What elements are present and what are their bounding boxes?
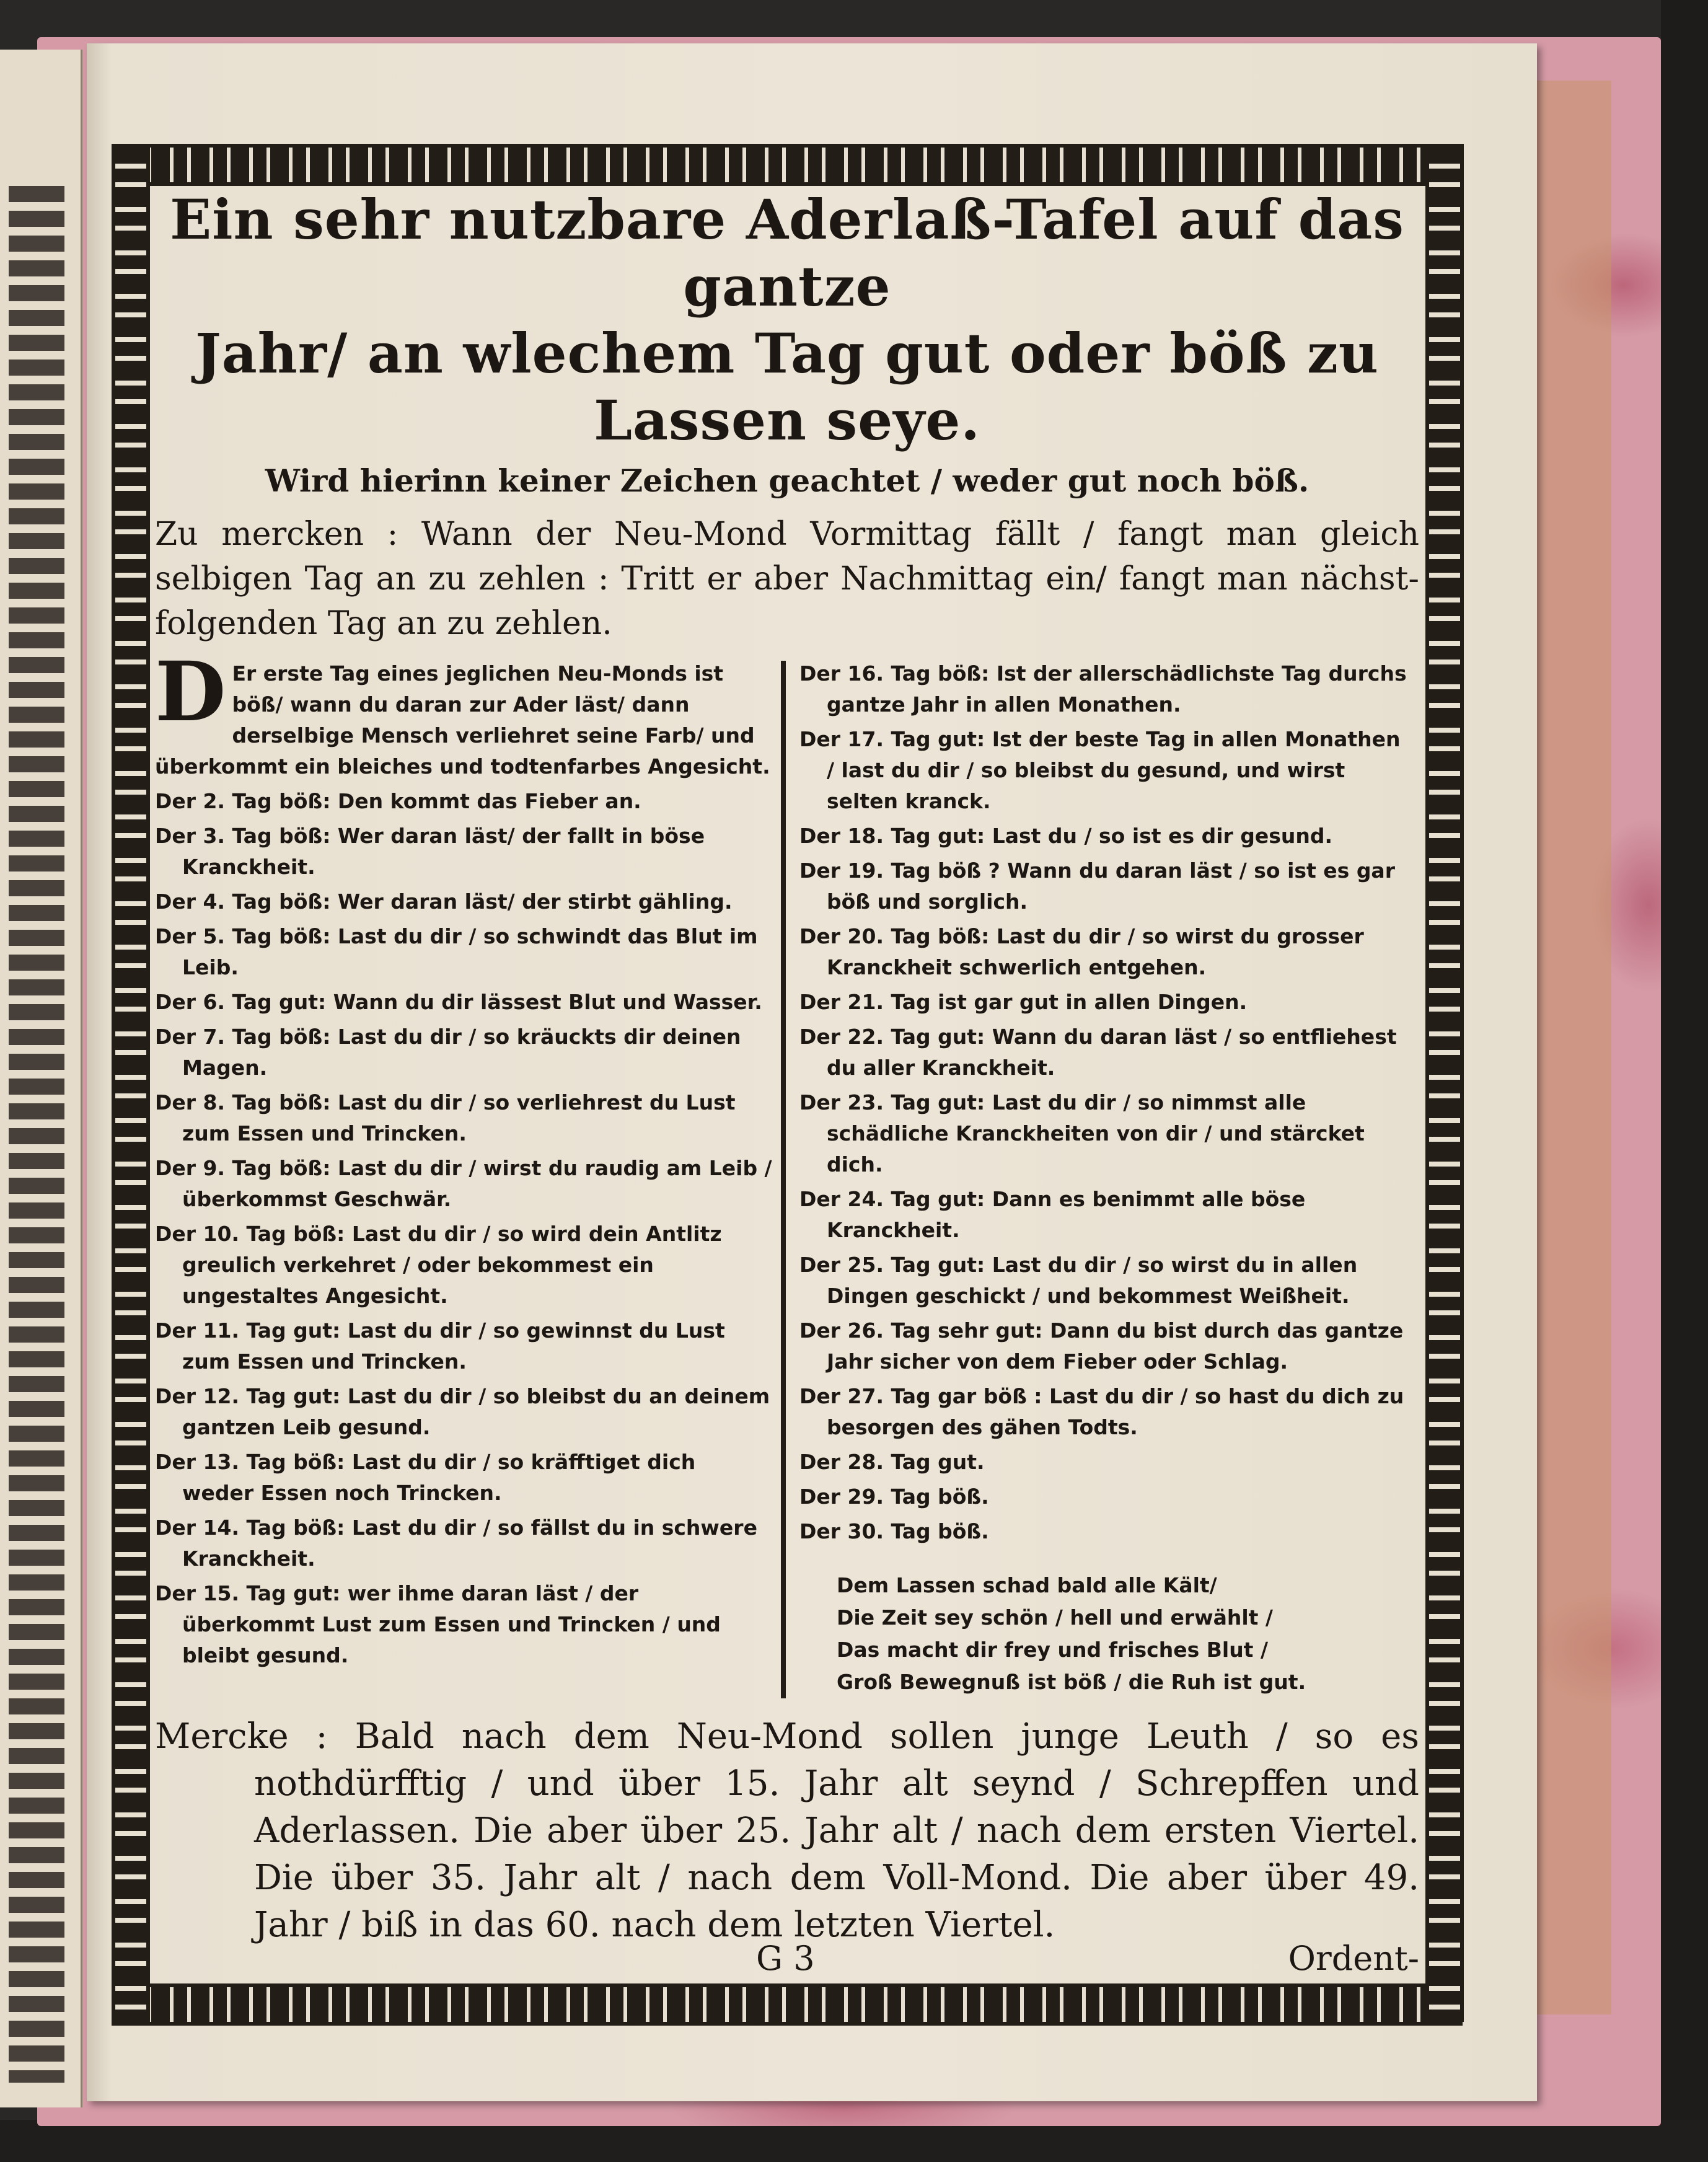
day-entry-12: Der 12. Tag gut: Last du dir / so bleibst du an deinem gantzen Leib gesund. [155, 1384, 770, 1439]
day-entry-13: Der 13. Tag böß: Last du dir / so kräfftiget dich weder Essen noch Trincken. [155, 1450, 696, 1505]
signature-mark: G 3 [756, 1939, 815, 1978]
verse-line-2: Die Zeit sey schön / hell und erwählt / [837, 1605, 1273, 1630]
day-entry-3: Der 3. Tag böß: Wer daran läst/ der fallt in böse Kranckheit. [155, 824, 705, 879]
note-text: Wann der Neu-Mond Vormittag fällt / fangt man gleich selbigen Tag an zu zehlen : Tritt er aber Nachmittag ein/ fangt man nächst-folgenden Tag an zu zehlen. [155, 516, 1419, 642]
subtitle: Wird hierinn keiner Zeichen geachtet / weder gut noch böß. [265, 462, 1310, 499]
merck-text: Bald nach dem Neu-Mond sollen junge Leuth / so es nothdürfftig / und über 15. Jahr alt seynd / Schrepffen und Aderlassen. Die aber über 25. Jahr alt / nach dem ersten Viertel. Die über 35. Jahr alt / nach dem Voll-Mond. Die aber über 49. Jahr / biß in das 60. nach dem letzten Viertel. [254, 1716, 1420, 1945]
drop-cap: D [155, 644, 226, 740]
day-entry-5: Der 5. Tag böß: Last du dir / so schwindt das Blut im Leib. [155, 924, 758, 979]
day-entry-6: Der 6. Tag gut: Wann du dir lässest Blut und Wasser. [155, 990, 762, 1014]
page-content [155, 186, 1419, 1949]
catchword: Ordent- [1288, 1939, 1419, 1978]
desk-surface-bottom [0, 2120, 1708, 2162]
day-entry-4: Der 4. Tag böß: Wer daran läst/ der stirbt gähling. [155, 889, 733, 914]
ornament-border-left [112, 144, 150, 2022]
day-entry-1 [155, 644, 772, 782]
day-entry-7: Der 7. Tag böß: Last du dir / so kräuckts dir deinen Magen. [155, 1025, 741, 1080]
note-paragraph [155, 512, 1419, 646]
day-entry-17: Der 17. Tag gut: Ist der beste Tag in allen Monathen / last du dir / so bleibst du gesund, und wirst selten kranck. [799, 727, 1401, 813]
day-entry-11: Der 11. Tag gut: Last du dir / so gewinnst du Lust zum Essen und Trincken. [155, 1318, 725, 1374]
day-entry-21: Der 21. Tag ist gar gut in allen Dingen. [799, 990, 1248, 1014]
cover-endpaper [1537, 81, 1611, 2014]
day-entry-23: Der 23. Tag gut: Last du dir / so nimmst alle schädliche Kranckheiten von dir / und stärcket dich. [799, 1090, 1365, 1176]
day-entry-15: Der 15. Tag gut: wer ihme daran läst / der überkommt Lust zum Essen und Trincken / und bleibt gesund. [155, 1581, 721, 1667]
verse-line-1: Dem Lassen schad bald alle Kält/ [837, 1573, 1217, 1597]
day-entry-1-text: Er erste Tag eines jeglichen Neu-Monds ist böß/ wann du daran zur Ader läst/ dann derselbige Mensch verliehret seine Farb/ und überkommt ein bleiches und todtenfarbes Angesicht. [155, 661, 770, 779]
day-entry-20: Der 20. Tag böß: Last du dir / so wirst du grosser Kranckheit schwerlich entgehen. [799, 924, 1364, 979]
previous-page-border-ornament [9, 186, 64, 2083]
day-entry-10: Der 10. Tag böß: Last du dir / so wird dein Antlitz greulich verkehret / oder bekommest ein ungestaltes Angesicht. [155, 1222, 722, 1308]
merck-label: Mercke : [155, 1716, 328, 1757]
day-entry-8: Der 8. Tag böß: Last du dir / so verliehrest du Lust zum Essen und Trincken. [155, 1090, 736, 1145]
day-entry-18: Der 18. Tag gut: Last du / so ist es dir gesund. [799, 824, 1333, 848]
day-entry-27: Der 27. Tag gar böß : Last du dir / so hast du dich zu besorgen des gähen Todts. [799, 1384, 1404, 1439]
ornament-border-right [1425, 144, 1464, 2022]
ornament-border-top [112, 144, 1463, 186]
day-entry-28: Der 28. Tag gut. [799, 1450, 985, 1474]
title-line-1: Ein sehr nutzbare Aderlaß-Tafel auf das gantze [170, 187, 1404, 319]
day-entry-19: Der 19. Tag böß ? Wann du daran läst / so ist es gar böß und sorglich. [799, 858, 1395, 914]
merck-paragraph [155, 1713, 1419, 1949]
verse-line-3: Das macht dir frey und frisches Blut / [837, 1638, 1268, 1662]
day-entry-22: Der 22. Tag gut: Wann du daran läst / so entfliehest du aller Kranckheit. [799, 1025, 1397, 1080]
day-entry-26: Der 26. Tag sehr gut: Dann du bist durch das gantze Jahr sicher von dem Fieber oder Schlag. [799, 1318, 1404, 1374]
page-footer [155, 1937, 1419, 1980]
right-column [786, 658, 1412, 1698]
title-line-2: Jahr/ an wlechem Tag gut oder böß zu Lassen seye. [195, 321, 1379, 452]
verse-line-4: Groß Bewegnuß ist böß / die Ruh ist gut. [837, 1670, 1306, 1694]
day-entry-29: Der 29. Tag böß. [799, 1485, 989, 1509]
left-column [155, 644, 781, 1698]
column-divider [781, 661, 786, 1698]
day-entry-30: Der 30. Tag böß. [799, 1519, 989, 1543]
ornament-border-bottom [112, 1983, 1463, 2026]
desk-surface [1661, 0, 1708, 2162]
bloodletting-table [155, 644, 1419, 1698]
day-entry-2: Der 2. Tag böß: Den kommt das Fieber an. [155, 789, 641, 813]
verse [837, 1569, 1412, 1698]
note-label: Zu mercken : [155, 516, 398, 553]
day-entry-16: Der 16. Tag böß: Ist der allerschädlichste Tag durchs gantze Jahr in allen Monathen. [799, 661, 1407, 717]
page-title [155, 186, 1419, 454]
day-entry-14: Der 14. Tag böß: Last du dir / so fällst du in schwere Kranckheit. [155, 1516, 757, 1571]
day-entry-9: Der 9. Tag böß: Last du dir / wirst du raudig am Leib / überkommst Geschwär. [155, 1156, 772, 1211]
day-entry-25: Der 25. Tag gut: Last du dir / so wirst du in allen Dingen geschickt / und bekommest Weißheit. [799, 1253, 1358, 1308]
day-entry-24: Der 24. Tag gut: Dann es benimmt alle böse Kranckheit. [799, 1187, 1306, 1242]
previous-page-edge [0, 50, 82, 2107]
